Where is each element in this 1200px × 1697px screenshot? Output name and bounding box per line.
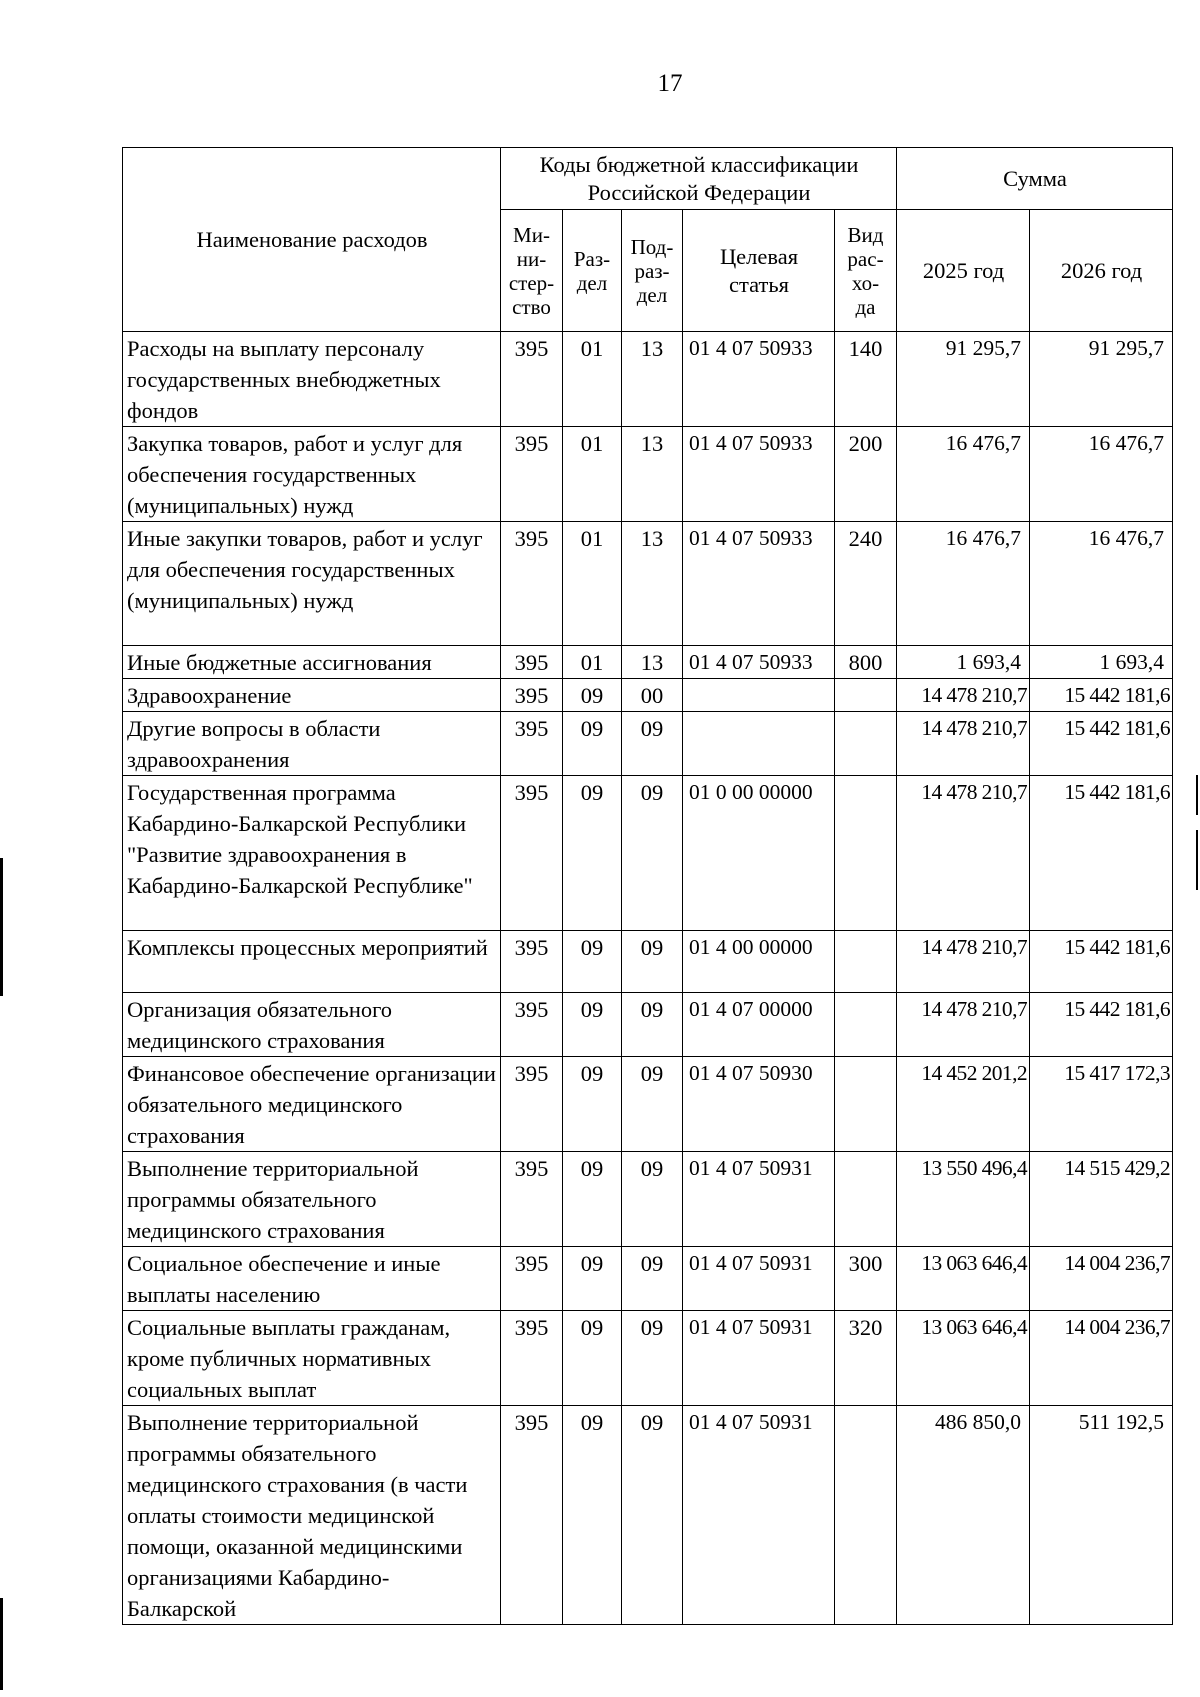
header-subsection: Под- раз- дел [622,210,683,332]
cell-name: Комплексы процессных мероприятий [123,931,501,993]
cell-year-2026: 15 442 181,6 [1030,679,1173,712]
cell-subsection: 09 [622,931,683,993]
cell-section: 01 [563,522,622,646]
cell-target [683,679,835,712]
table-row [123,1057,1173,1152]
cell-name: Иные закупки товаров, работ и услуг для обеспечения государственных (муниципальных) нужд [123,522,501,646]
cell-ministry: 395 [501,1247,563,1311]
cell-target: 01 0 00 00000 [683,776,835,931]
header-sum-group: Сумма [897,148,1173,210]
cell-name: Здравоохранение [123,679,501,712]
cell-name: Социальные выплаты гражданам, кроме публичных нормативных социальных выплат [123,1311,501,1406]
scan-mark-left-1 [0,858,3,996]
cell-year-2026: 15 442 181,6 [1030,776,1173,931]
cell-expense-type [835,993,897,1057]
cell-target: 01 4 07 50930 [683,1057,835,1152]
table-body [123,332,1173,1625]
cell-year-2026: 15 442 181,6 [1030,712,1173,776]
cell-year-2025: 14 478 210,7 [897,993,1030,1057]
cell-subsection: 13 [622,332,683,427]
table-row [123,1152,1173,1247]
table-row [123,776,1173,931]
cell-expense-type: 240 [835,522,897,646]
cell-target: 01 4 07 50933 [683,522,835,646]
cell-target: 01 4 07 50933 [683,427,835,522]
table-row [123,1311,1173,1406]
cell-name: Закупка товаров, работ и услуг для обеспечения государственных (муниципальных) нужд [123,427,501,522]
cell-section: 09 [563,1247,622,1311]
cell-year-2025: 91 295,7 [897,332,1030,427]
cell-section: 09 [563,776,622,931]
cell-subsection: 13 [622,522,683,646]
cell-subsection: 09 [622,1247,683,1311]
table-row [123,332,1173,427]
scan-mark-right-2 [1196,830,1198,890]
cell-year-2025: 1 693,4 [897,646,1030,679]
cell-name: Социальное обеспечение и иные выплаты населению [123,1247,501,1311]
cell-expense-type [835,1152,897,1247]
cell-expense-type [835,931,897,993]
cell-year-2026: 511 192,5 [1030,1406,1173,1625]
cell-target: 01 4 07 50931 [683,1152,835,1247]
cell-target [683,712,835,776]
cell-subsection: 09 [622,1311,683,1406]
cell-expense-type [835,712,897,776]
cell-section: 09 [563,679,622,712]
cell-section: 09 [563,931,622,993]
table-row [123,931,1173,993]
cell-subsection: 09 [622,1152,683,1247]
cell-expense-type: 800 [835,646,897,679]
cell-target: 01 4 07 50931 [683,1247,835,1311]
header-year-2025: 2025 год [897,210,1030,332]
cell-ministry: 395 [501,1406,563,1625]
cell-subsection: 09 [622,712,683,776]
cell-name: Выполнение территориальной программы обязательного медицинского страхования (в части оплаты стоимости медицинской помощи, оказанной медицинскими организациями Кабардино-Балкарской [123,1406,501,1625]
table-row [123,1406,1173,1625]
cell-year-2025: 14 478 210,7 [897,679,1030,712]
cell-subsection: 09 [622,993,683,1057]
cell-ministry: 395 [501,1311,563,1406]
budget-table [122,147,1173,1625]
cell-expense-type [835,1057,897,1152]
header-target: Целевая статья [683,210,835,332]
cell-year-2026: 14 004 236,7 [1030,1247,1173,1311]
cell-target: 01 4 00 00000 [683,931,835,993]
cell-expense-type [835,1406,897,1625]
cell-year-2026: 15 417 172,3 [1030,1057,1173,1152]
cell-year-2026: 15 442 181,6 [1030,931,1173,993]
cell-expense-type: 300 [835,1247,897,1311]
cell-ministry: 395 [501,931,563,993]
cell-ministry: 395 [501,332,563,427]
header-section: Раз- дел [563,210,622,332]
header-codes-group [501,148,897,210]
cell-section: 09 [563,1311,622,1406]
cell-subsection: 09 [622,1406,683,1625]
cell-ministry: 395 [501,776,563,931]
cell-year-2026: 14 515 429,2 [1030,1152,1173,1247]
cell-subsection: 09 [622,1057,683,1152]
cell-section: 01 [563,646,622,679]
cell-expense-type: 140 [835,332,897,427]
cell-year-2026: 16 476,7 [1030,522,1173,646]
header-ministry: Ми- ни- стер- ство [501,210,563,332]
cell-ministry: 395 [501,679,563,712]
cell-section: 09 [563,1406,622,1625]
cell-ministry: 395 [501,427,563,522]
cell-year-2026: 91 295,7 [1030,332,1173,427]
cell-name: Государственная программа Кабардино-Балкарской Республики "Развитие здравоохранения в Кабардино-Балкарской Республике" [123,776,501,931]
cell-year-2025: 14 478 210,7 [897,712,1030,776]
header-year-2026: 2026 год [1030,210,1173,332]
cell-year-2025: 14 452 201,2 [897,1057,1030,1152]
cell-expense-type [835,679,897,712]
cell-section: 09 [563,1057,622,1152]
header-expense-type: Вид рас- хо- да [835,210,897,332]
scan-mark-right-1 [1196,775,1198,815]
cell-year-2025: 16 476,7 [897,427,1030,522]
cell-section: 01 [563,427,622,522]
cell-section: 09 [563,712,622,776]
cell-ministry: 395 [501,1057,563,1152]
table-row [123,993,1173,1057]
cell-target: 01 4 07 50933 [683,646,835,679]
cell-name: Организация обязательного медицинского страхования [123,993,501,1057]
cell-ministry: 395 [501,993,563,1057]
cell-section: 09 [563,1152,622,1247]
cell-subsection: 00 [622,679,683,712]
cell-year-2026: 16 476,7 [1030,427,1173,522]
cell-ministry: 395 [501,712,563,776]
cell-year-2026: 15 442 181,6 [1030,993,1173,1057]
cell-subsection: 09 [622,776,683,931]
header-codes-group-text: Коды бюджетной классификации Российской Федерации [539,152,859,205]
cell-expense-type [835,776,897,931]
cell-year-2025: 486 850,0 [897,1406,1030,1625]
cell-ministry: 395 [501,646,563,679]
table-row [123,1247,1173,1311]
table-row [123,427,1173,522]
cell-ministry: 395 [501,522,563,646]
cell-year-2025: 13 063 646,4 [897,1247,1030,1311]
cell-name: Другие вопросы в области здравоохранения [123,712,501,776]
cell-name: Иные бюджетные ассигнования [123,646,501,679]
cell-target: 01 4 07 50931 [683,1406,835,1625]
cell-year-2025: 14 478 210,7 [897,931,1030,993]
table-row [123,679,1173,712]
cell-name: Выполнение территориальной программы обязательного медицинского страхования [123,1152,501,1247]
cell-year-2026: 14 004 236,7 [1030,1311,1173,1406]
cell-year-2025: 16 476,7 [897,522,1030,646]
table-row [123,522,1173,646]
scan-mark-left-2 [0,1598,3,1690]
cell-target: 01 4 07 50931 [683,1311,835,1406]
cell-ministry: 395 [501,1152,563,1247]
cell-expense-type: 200 [835,427,897,522]
header-name: Наименование расходов [123,148,501,332]
cell-year-2025: 13 063 646,4 [897,1311,1030,1406]
cell-expense-type: 320 [835,1311,897,1406]
cell-section: 01 [563,332,622,427]
cell-target: 01 4 07 00000 [683,993,835,1057]
page-number: 17 [657,70,683,97]
cell-name: Финансовое обеспечение организации обязательного медицинского страхования [123,1057,501,1152]
cell-year-2026: 1 693,4 [1030,646,1173,679]
cell-section: 09 [563,993,622,1057]
cell-subsection: 13 [622,646,683,679]
cell-year-2025: 14 478 210,7 [897,776,1030,931]
table-row [123,712,1173,776]
table-row [123,646,1173,679]
cell-target: 01 4 07 50933 [683,332,835,427]
cell-name: Расходы на выплату персоналу государственных внебюджетных фондов [123,332,501,427]
cell-year-2025: 13 550 496,4 [897,1152,1030,1247]
cell-subsection: 13 [622,427,683,522]
